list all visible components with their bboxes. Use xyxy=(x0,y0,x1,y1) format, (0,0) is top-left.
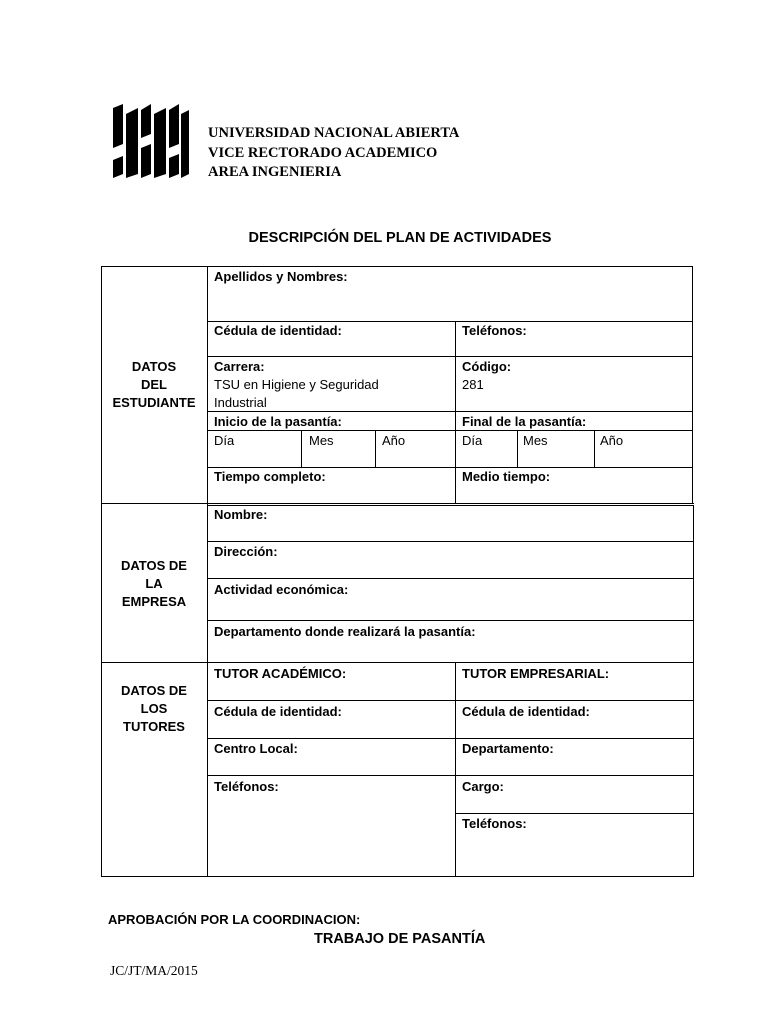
position-label: Cargo: xyxy=(462,779,504,794)
document-code: JC/JT/MA/2015 xyxy=(110,963,198,978)
code-value: 281 xyxy=(462,377,484,392)
tutors-section-label: DATOS DE LOS TUTORES xyxy=(121,683,187,734)
career-value-cont: Industrial xyxy=(214,395,267,410)
student-id-label: Cédula de identidad: xyxy=(214,323,342,338)
student-section-label: DATOS DEL ESTUDIANTE xyxy=(112,359,196,410)
tutor-department-label: Departamento: xyxy=(462,741,554,756)
institution-header xyxy=(208,124,459,183)
una-logo-icon xyxy=(113,104,189,178)
academic-tutor-phones-label: Teléfonos: xyxy=(214,779,279,794)
end-month-label: Mes xyxy=(523,433,548,448)
academic-tutor-label: TUTOR ACADÉMICO: xyxy=(214,666,347,681)
company-address-label: Dirección: xyxy=(214,544,278,559)
full-time-label: Tiempo completo: xyxy=(214,469,326,484)
career-value: TSU en Higiene y Seguridad xyxy=(214,377,379,392)
area-name: AREA INGENIERIA xyxy=(208,164,342,180)
business-tutor-id-label: Cédula de identidad: xyxy=(462,704,590,719)
work-title: TRABAJO DE PASANTÍA xyxy=(314,931,486,947)
code-label: Código: xyxy=(462,359,512,374)
start-day-label: Día xyxy=(214,433,235,448)
institution-name: UNIVERSIDAD NACIONAL ABIERTA xyxy=(208,125,460,141)
student-phones-label: Teléfonos: xyxy=(462,323,527,338)
local-center-label: Centro Local: xyxy=(214,741,298,756)
business-tutor-label: TUTOR EMPRESARIAL: xyxy=(462,666,610,681)
page-title: DESCRIPCIÓN DEL PLAN DE ACTIVIDADES xyxy=(248,230,552,246)
career-label: Carrera: xyxy=(214,359,265,374)
internship-department-label: Departamento donde realizará la pasantía: xyxy=(214,624,476,639)
names-label: Apellidos y Nombres: xyxy=(214,269,348,284)
start-month-label: Mes xyxy=(309,433,334,448)
end-year-label: Año xyxy=(600,433,624,448)
approval-label: APROBACIÓN POR LA COORDINACION: xyxy=(108,912,361,927)
end-label: Final de la pasantía: xyxy=(462,414,587,429)
company-name-label: Nombre: xyxy=(214,507,268,522)
academic-tutor-id-label: Cédula de identidad: xyxy=(214,704,342,719)
start-year-label: Año xyxy=(382,433,406,448)
business-tutor-phones-label: Teléfonos: xyxy=(462,816,527,831)
company-section-label: DATOS DE LA EMPRESA xyxy=(121,558,187,609)
vice-rectorate: VICE RECTORADO ACADEMICO xyxy=(208,144,438,161)
economic-activity-label: Actividad económica: xyxy=(214,582,349,597)
part-time-label: Medio tiempo: xyxy=(462,469,551,484)
start-label: Inicio de la pasantía: xyxy=(214,414,342,429)
end-day-label: Día xyxy=(462,433,483,448)
